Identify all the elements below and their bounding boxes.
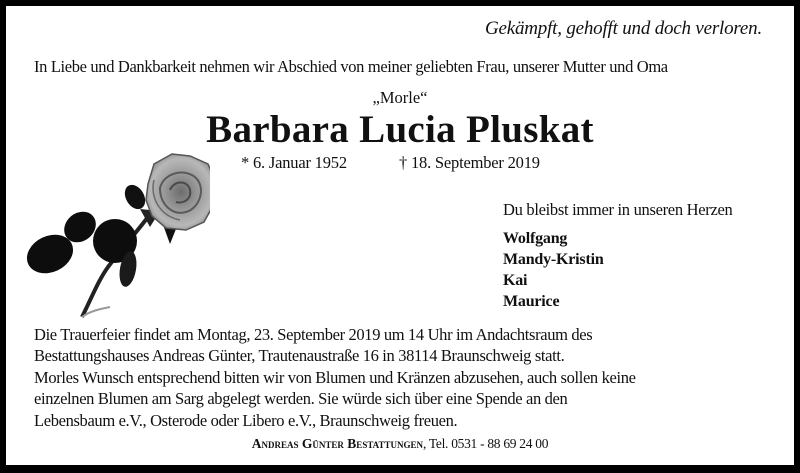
funeral-home-phone: , Tel. 0531 - 88 69 24 00: [423, 436, 549, 451]
intro-text: In Liebe und Dankbarkeit nehmen wir Abschied von meiner geliebten Frau, unserer Mutter und Oma: [34, 57, 668, 76]
mourner-name: Wolfgang: [503, 230, 568, 247]
mourner-name: Kai: [503, 272, 528, 289]
funeral-home-name: Andreas Günter Bestattungen: [251, 436, 423, 451]
rose-icon: [20, 139, 210, 324]
body-line: Lebensbaum e.V., Osterode oder Libero e.V., Braunschweig freuen.: [34, 410, 458, 430]
mourner-name: Maurice: [503, 293, 560, 310]
deceased-name: Barbara Lucia Pluskat: [206, 108, 594, 151]
nickname: „Morle“: [372, 88, 428, 107]
body-line: Die Trauerfeier findet am Montag, 23. September 2019 um 14 Uhr im Andachtsraum des: [34, 325, 593, 344]
mourners-heading: Du bleibst immer in unseren Herzen: [503, 200, 733, 219]
funeral-details: [34, 324, 636, 431]
death-date: † 18. September 2019: [399, 153, 540, 172]
obituary-notice: [6, 6, 794, 465]
body-line: einzelnen Blumen am Sarg abgelegt werden. Sie würde sich über eine Spende an den: [34, 389, 568, 409]
funeral-home-footer: [6, 436, 794, 452]
birth-date: * 6. Januar 1952: [241, 153, 347, 172]
body-line: Morles Wunsch entsprechend bitten wir von Blumen und Kränzen abzusehen, auch sollen keine: [34, 367, 636, 387]
mourners-list: [503, 228, 604, 312]
motto: Gekämpft, gehofft und doch verloren.: [484, 18, 762, 39]
mourner-name: Mandy-Kristin: [503, 251, 604, 268]
body-line: Bestattungshauses Andreas Günter, Trautenaustraße 16 in 38114 Braunschweig statt.: [34, 346, 565, 366]
